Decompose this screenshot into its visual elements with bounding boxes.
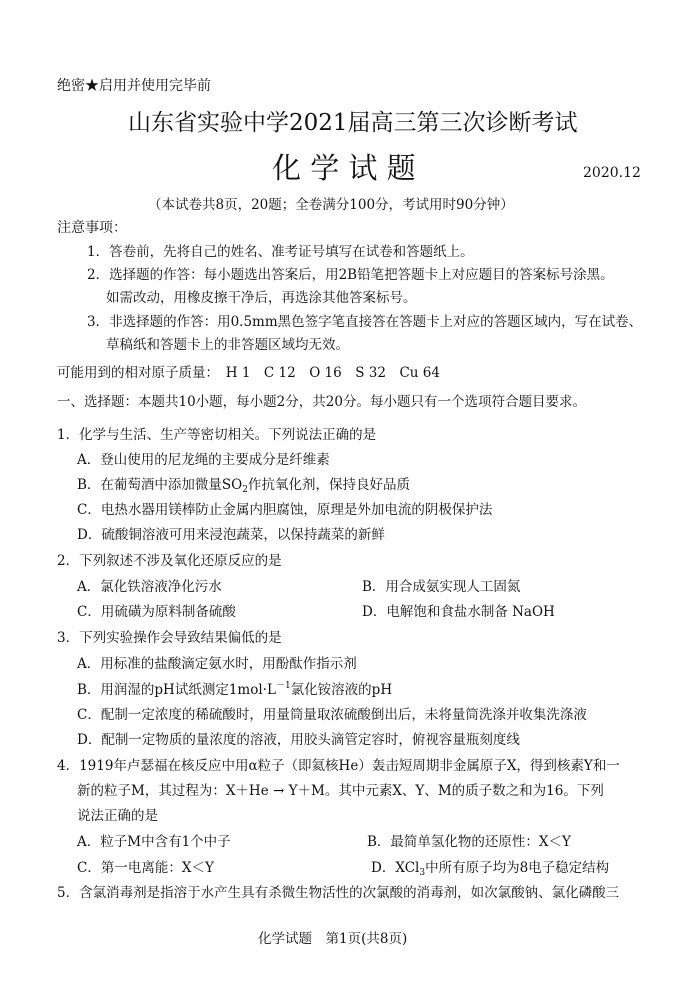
option-a: A．用标准的盐酸滴定氨水时，用酚酞作指示剂 (77, 656, 357, 672)
notes-heading: 注意事项： (57, 220, 127, 236)
option-b: B．最简单氢化物的还原性：X＜Y (367, 834, 571, 850)
note-item: 2．选择题的作答：每小题选出答案后，用2B铅笔把答题卡上对应题目的答案标号涂黑。 (87, 267, 614, 283)
question-stem: 5．含氯消毒剂是指溶于水产生具有杀微生物活性的次氯酸的消毒剂，如次氯酸钠、氯化磷酸三 (57, 885, 620, 901)
option-b (77, 473, 410, 495)
question-stem: 新的粒子M，其过程为：X＋He → Y＋M。其中元素X、Y、M的质子数之和为16。下列 (77, 783, 604, 799)
option-d (371, 856, 609, 878)
option-text: 作抗氧化剂，保持良好品质 (247, 477, 410, 493)
option-text: D．XCl (371, 860, 420, 876)
note-item: 如需改动，用橡皮擦干净后，再选涂其他答案标号。 (106, 290, 417, 306)
option-c: C．电热水器用镁棒防止金属内胆腐蚀，原理是外加电流的阴极保护法 (77, 502, 493, 518)
option-c: C．用硫磺为原料制备硫酸 (77, 604, 236, 620)
option-b (77, 678, 392, 698)
section-heading: 一、选择题：本题共10小题，每小题2分，共20分。每小题只有一个选项符合题目要求。 (57, 394, 586, 410)
option-c: C．配制一定浓度的稀硫酸时，用量筒量取浓硫酸倒出后，未将量筒洗涤并收集洗涤液 (77, 707, 587, 723)
note-item: 草稿纸和答题卡上的非答题区域均无效。 (106, 337, 349, 353)
option-d: D．电解饱和食盐水制备 NaOH (362, 604, 555, 620)
exam-info: （本试卷共8页，20题；全卷满分100分，考试用时90分钟） (148, 197, 514, 213)
superscript: －1 (275, 681, 291, 691)
option-text: 中所有原子均为8电子稳定结构 (425, 860, 610, 876)
question-stem: 2．下列叙述不涉及氧化还原反应的是 (57, 553, 282, 569)
question-stem: 4．1919年卢瑟福在核反应中用α粒子（即氦核He）轰击短周期非金属原子X，得到核素Y和一 (57, 758, 620, 774)
subscript: 2 (242, 485, 248, 495)
atomic-masses: 可能用到的相对原子质量： H 1 C 12 O 16 S 32 Cu 64 (57, 365, 440, 381)
option-text: B．在葡萄酒中添加微量SO (77, 477, 243, 493)
option-c: C．第一电离能：X＜Y (77, 860, 214, 876)
question-stem: 1．化学与生活、生产等密切相关。下列说法正确的是 (57, 427, 377, 443)
option-text: B．用润湿的pH试纸测定1mol·L (77, 682, 276, 698)
option-a: A．粒子M中含有1个中子 (77, 834, 231, 850)
option-a: A．氯化铁溶液净化污水 (77, 579, 222, 595)
note-item: 1．答卷前，先将自己的姓名、准考证号填写在试卷和答题纸上。 (87, 244, 474, 260)
option-text: 氯化铵溶液的pH (290, 682, 393, 698)
question-stem: 说法正确的是 (77, 808, 158, 824)
subscript: 3 (419, 868, 426, 878)
secret-note: 绝密★启用并使用完毕前 (57, 78, 211, 94)
exam-title: 山东省实验中学2021届高三第三次诊断考试 (128, 110, 578, 136)
page-footer: 化学试题 第1页(共8页) (258, 931, 408, 947)
option-b: B．用合成氨实现人工固氮 (362, 579, 521, 595)
option-d: D．硫酸铜溶液可用来浸泡蔬菜，以保持蔬菜的新鲜 (77, 527, 385, 543)
question-stem: 3．下列实验操作会导致结果偏低的是 (57, 630, 282, 646)
subject-title: 化 学 试 题 (272, 151, 416, 185)
exam-date: 2020.12 (583, 165, 641, 181)
option-a: A．登山使用的尼龙绳的主要成分是纤维素 (77, 452, 330, 468)
note-item: 3．非选择题的作答：用0.5mm黑色签字笔直接答在答题卡上对应的答题区域内，写在试卷、 (87, 314, 643, 330)
option-d: D．配制一定物质的量浓度的溶液，用胶头滴管定容时，俯视容量瓶刻度线 (77, 732, 520, 748)
